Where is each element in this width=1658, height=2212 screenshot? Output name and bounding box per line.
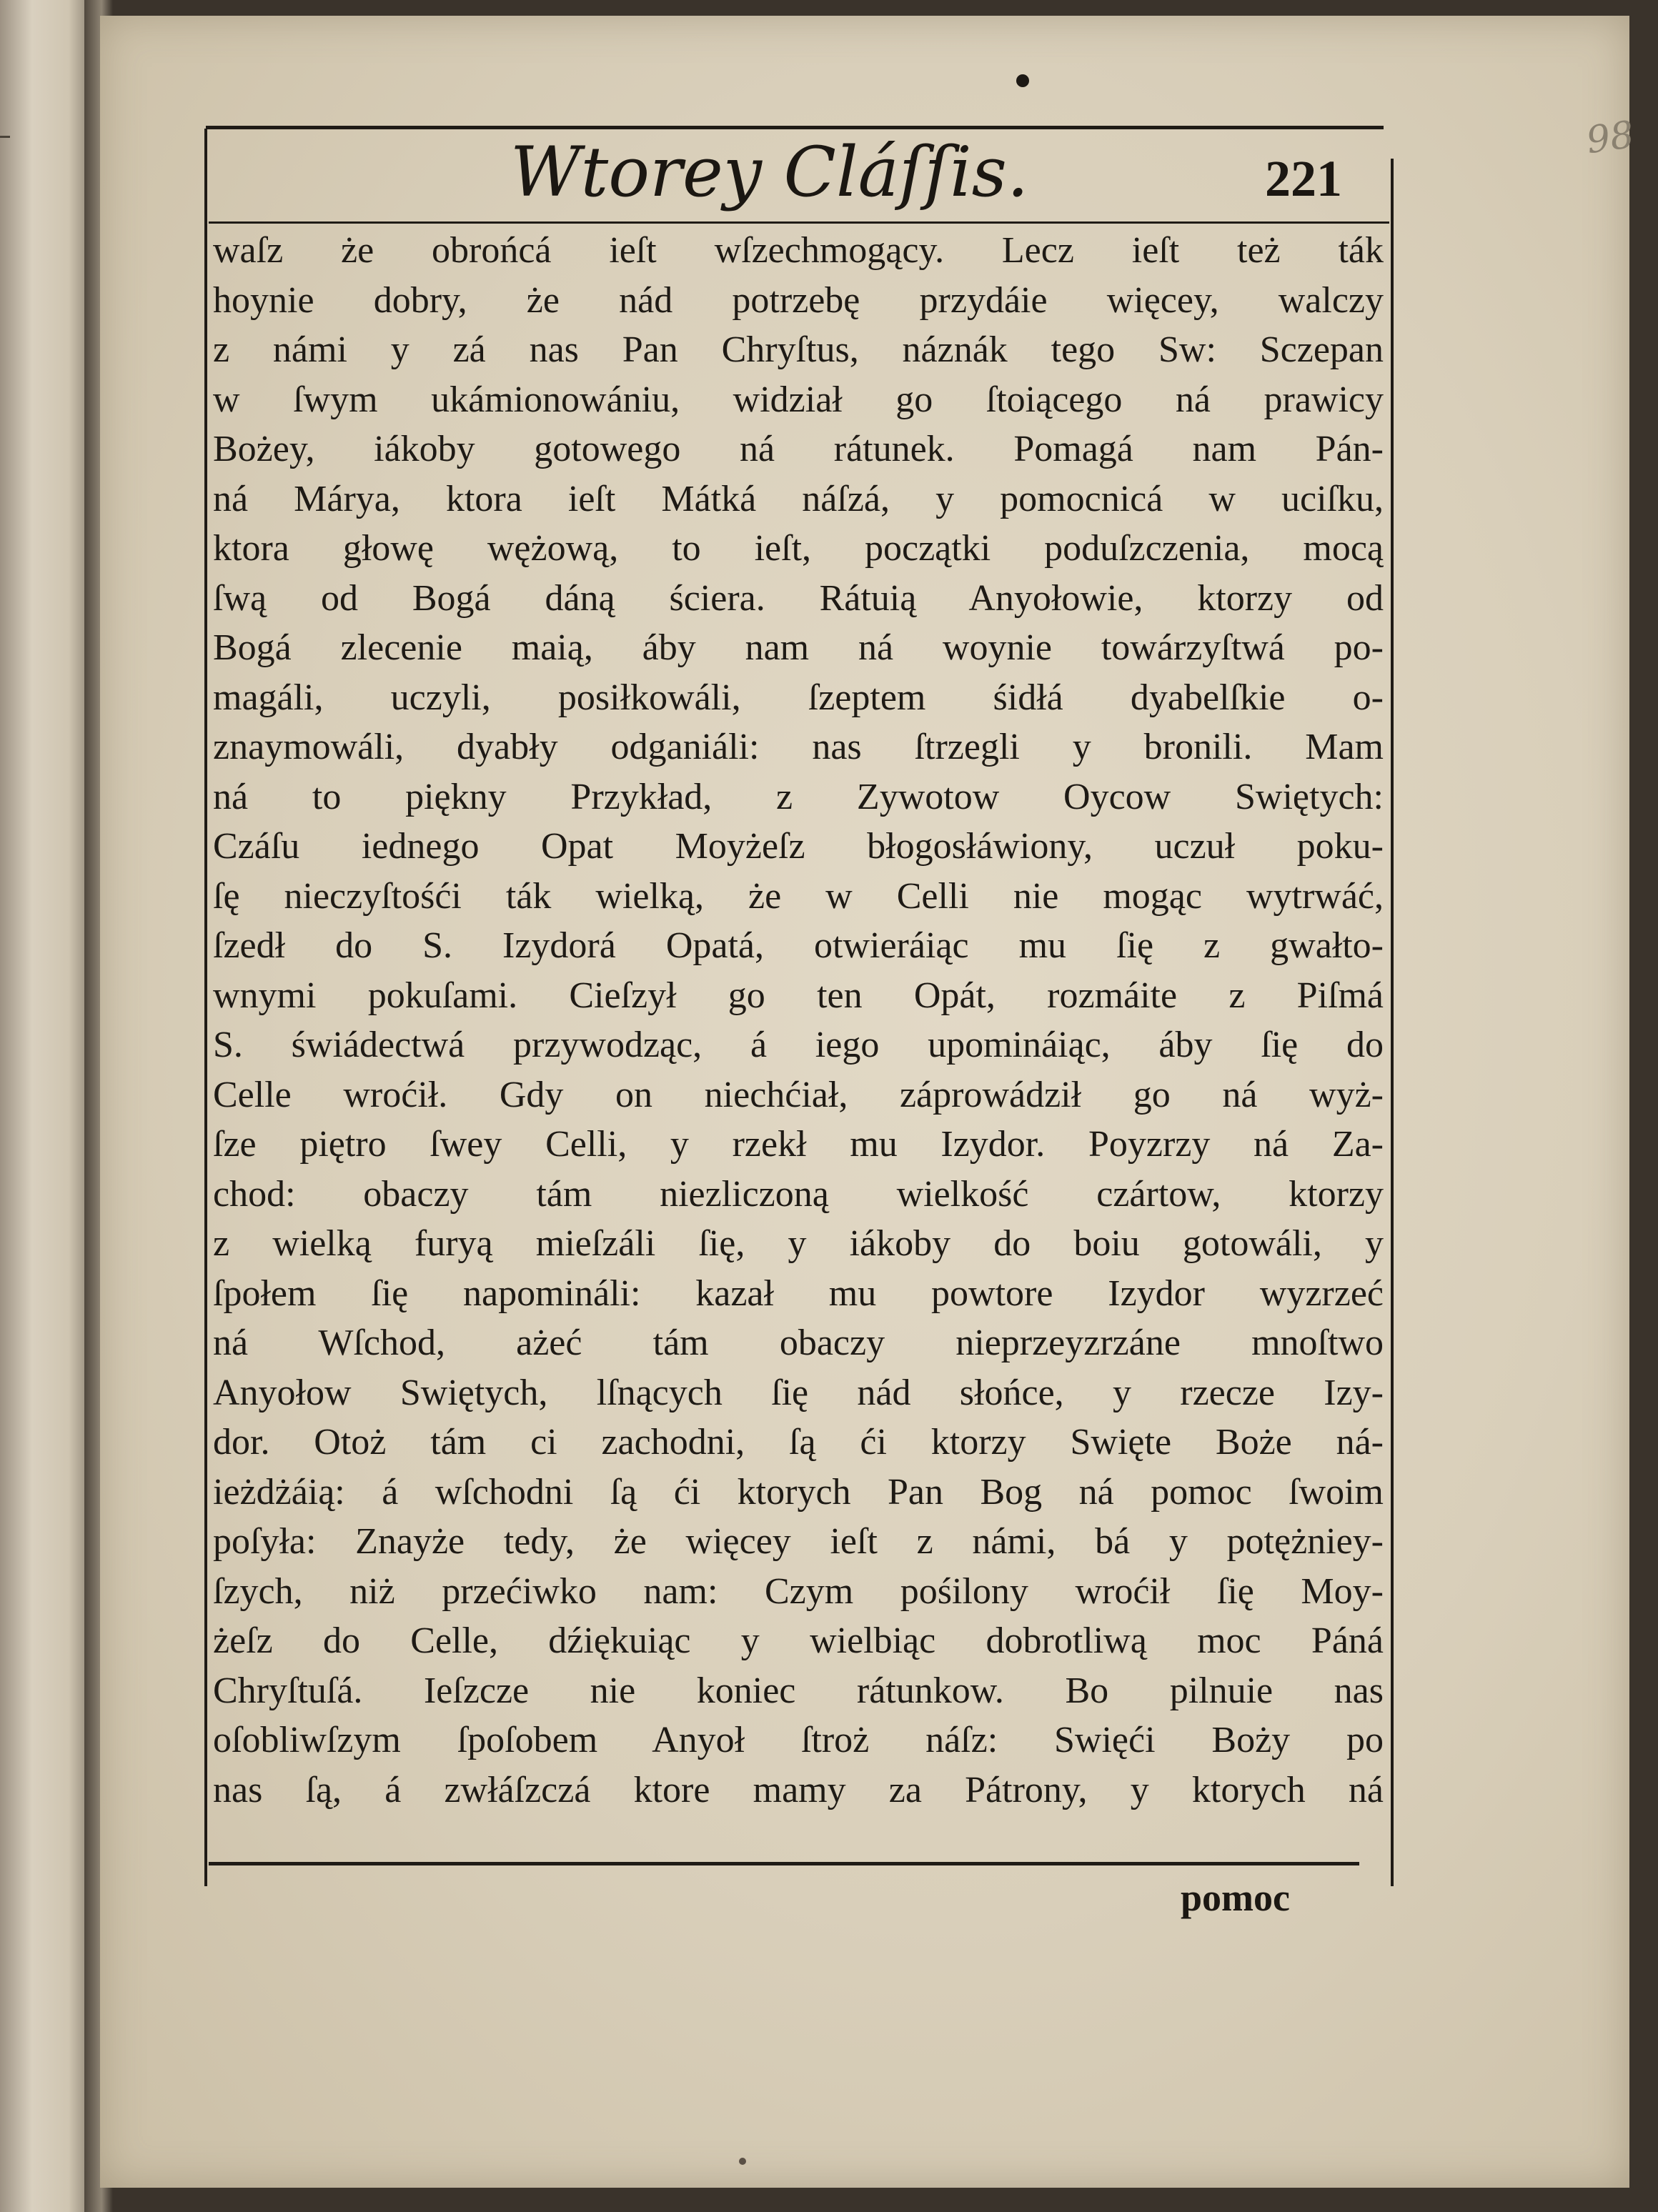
body-text-block: [213, 226, 1384, 1815]
text-line: wnymi pokuſami. Cieſzył go ten Opát, rozmáite z Piſmá: [213, 975, 1384, 1016]
header-divider-rule: [209, 221, 1389, 224]
text-line: chod: obaczy tám niezliczoną wielkość czártow, ktorzy: [213, 1173, 1384, 1215]
ink-dot-top: [1016, 74, 1029, 87]
ink-dot-bottom: [739, 2158, 746, 2165]
text-line: oſobliwſzym ſpoſobem Anyoł ſtroż náſz: Swięći Boży po: [213, 1720, 1384, 1760]
left-page-edge: [0, 0, 91, 2212]
text-line: ná Wſchod, ażeć tám obaczy nieprzeyzrzáne mnoſtwo: [213, 1322, 1384, 1363]
text-line: ſzedł do S. Izydorá Opatá, otwieráiąc mu ſię z gwałto-: [213, 925, 1384, 966]
text-line: waſz że obrońcá ieſt wſzechmogący. Lecz ieſt też ták: [213, 230, 1384, 271]
text-line: Celle wroćił. Gdy on niechćiał, záprowádził go ná wyż-: [213, 1074, 1384, 1115]
text-line: Bogá zlecenie maią, áby nam ná woynie towárzyſtwá po-: [213, 627, 1384, 668]
catchword: pomoc: [1181, 1876, 1290, 1919]
text-line: ſę nieczyſtośći ták wielką, że w Celli nie mogąc wytrwáć,: [213, 875, 1384, 917]
text-line: ſze piętro ſwey Celli, y rzekł mu Izydor. Poyzrzy ná Za-: [213, 1124, 1384, 1165]
text-line: Chryſtuſá. Ieſzcze nie koniec rátunkow. Bo pilnuie nas: [213, 1670, 1384, 1711]
text-line: Czáſu iednego Opat Moyżeſz błogosłáwiony, uczuł poku-: [213, 826, 1384, 867]
text-line: ſpołem ſię napomináli: kazał mu powtore Izydor wyzrzeć: [213, 1272, 1384, 1314]
text-line: żeſz do Celle, dźiękuiąc y wielbiąc dobrotliwą moc Páná: [213, 1620, 1384, 1661]
text-line: z námi y zá nas Pan Chryſtus, náznák tego Sw: Sczepan: [213, 329, 1384, 370]
frame-right-rule: [1391, 159, 1394, 1886]
text-line: dor. Otoż tám ci zachodni, ſą ći ktorzy Swięte Boże ná-: [213, 1422, 1384, 1463]
running-head-title: Wtorey Cláſſis.: [510, 132, 1029, 212]
text-line: znaymowáli, dyabły odganiáli: nas ſtrzegli y bronili. Mam: [213, 727, 1384, 767]
text-line: poſyła: Znayże tedy, że więcey ieſt z námi, bá y potężniey-: [213, 1521, 1384, 1562]
text-line: nas ſą, á zwłáſzczá ktore mamy za Pátrony, y ktorych ná: [213, 1769, 1384, 1810]
text-line: ná Márya, ktora ieſt Mátká náſzá, y pomocnicá w uciſku,: [213, 478, 1384, 519]
text-line: hoynie dobry, że nád potrzebę przydáie więcey, walczy: [213, 279, 1384, 321]
text-line: w ſwym ukámionowániu, widział go ſtoiącego ná prawicy: [213, 379, 1384, 420]
footer-divider-rule: [209, 1862, 1359, 1865]
text-line: ſwą od Bogá dáną ściera. Rátuią Anyołowie, ktorzy od: [213, 577, 1384, 619]
pencil-folio-number: 98: [1584, 113, 1637, 163]
text-line: ieżdżáią: á wſchodni ſą ći ktorych Pan Bog ná pomoc ſwoim: [213, 1471, 1384, 1513]
text-line: Bożey, iákoby gotowego ná rátunek. Pomagá nam Pán-: [213, 429, 1384, 469]
text-line: ktora głowę wężową, to ieſt, początki poduſzczenia, mocą: [213, 528, 1384, 569]
text-line: ná to piękny Przykład, z Zywotow Oycow Swiętych:: [213, 776, 1384, 817]
page-number: 221: [1265, 150, 1342, 207]
text-line: S. świádectwá przywodząc, á iego upomináiąc, áby ſię do: [213, 1025, 1384, 1065]
text-line: z wielką furyą mieſzáli ſię, y iákoby do boiu gotowáli, y: [213, 1223, 1384, 1264]
text-line: magáli, uczyli, posiłkowáli, ſzeptem śidłá dyabelſkie o-: [213, 677, 1384, 718]
frame-left-rule: [204, 129, 207, 1886]
text-line: ſzych, niż przećiwko nam: Czym pośilony wroćił ſię Moy-: [213, 1570, 1384, 1612]
left-page-mark: [0, 136, 10, 138]
text-line: Anyołow Swiętych, lſnących ſię nád słońce, y rzecze Izy-: [213, 1372, 1384, 1413]
